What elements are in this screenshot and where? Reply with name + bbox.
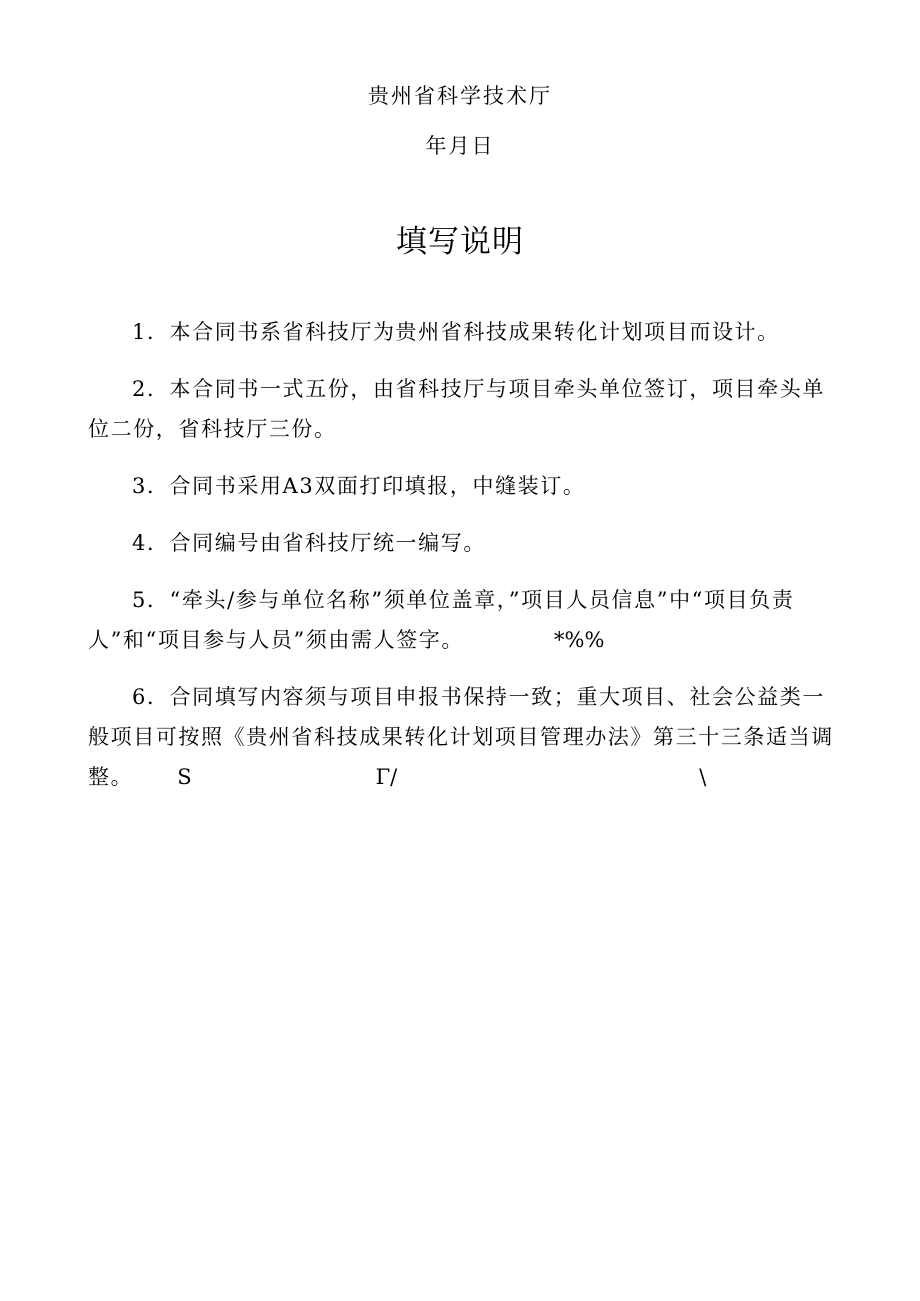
issuing-organization: 贵州省科学技术厅 xyxy=(368,84,552,108)
stray-mark: \ xyxy=(699,765,707,789)
stray-mark: *%% xyxy=(554,628,605,652)
instruction-text: 2．本合同书一式五份，由省科技厅与项目牵头单位签订，项目牵头单位二份，省科技厅三份。 xyxy=(88,377,825,441)
instruction-item-2 xyxy=(88,369,836,449)
instruction-item-5 xyxy=(88,580,836,660)
instructions-list xyxy=(88,312,836,814)
stray-mark: Γ/ xyxy=(375,765,398,789)
instruction-text: 1．本合同书系省科技厅为贵州省科技成果转化计划项目而设计。 xyxy=(132,320,780,344)
instruction-item-6 xyxy=(88,677,836,797)
instruction-text: 5．“牵头/参与单位名称”须单位盖章，”项目人员信息”中“项目负责人”和“项目参与人员”须由需人签字。 xyxy=(88,588,795,652)
instruction-text: 3．合同书采用A3双面打印填报，中缝装订。 xyxy=(132,474,586,498)
stray-mark: S xyxy=(177,765,192,789)
instruction-item-1 xyxy=(88,312,836,352)
instruction-text: 6．合同填写内容须与项目申报书保持一致；重大项目、社会公益类一般项目可按照《贵州省科技成果转化计划项目管理办法》第三十三条适当调整。 xyxy=(88,685,834,789)
instruction-text: 4．合同编号由省科技厅统一编写。 xyxy=(132,531,486,555)
instruction-item-4 xyxy=(88,523,836,563)
page-title: 填写说明 xyxy=(396,224,524,260)
document-date: 年月日 xyxy=(425,134,495,158)
instruction-item-3 xyxy=(88,466,836,506)
